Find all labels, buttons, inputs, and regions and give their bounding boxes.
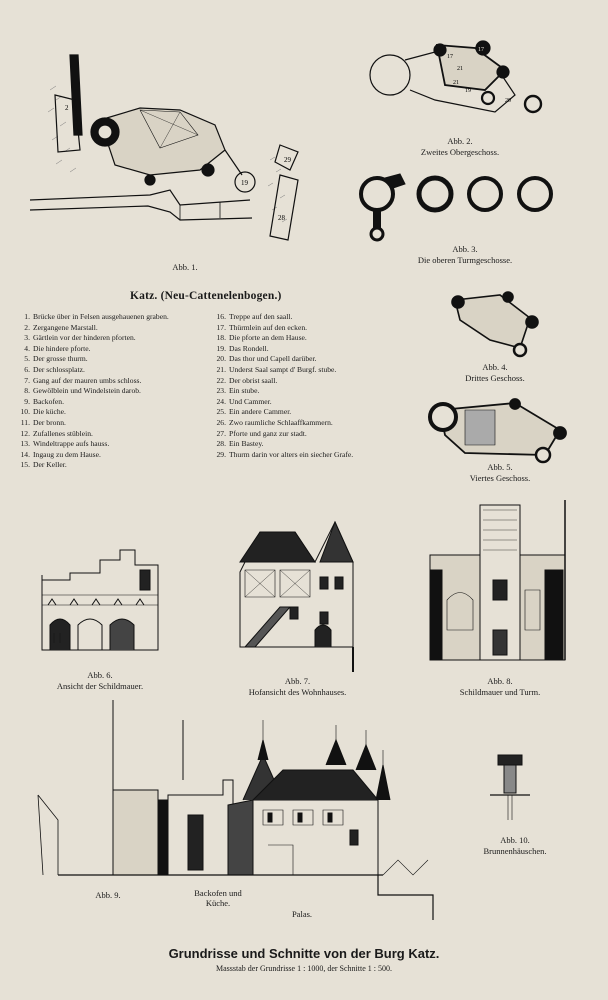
legend-item [210,397,353,408]
legend-item [210,418,353,429]
abb2-num-a: 17 [478,47,484,53]
legend-text: Thurm darin vor alters ein siecher Grafe. [229,449,354,459]
legend-item [210,344,353,355]
legend-text: Der bronn. [33,417,66,427]
abb1-label: Abb. 1. [172,262,198,272]
legend-text: Underst Saal sampt d' Burgf. stube. [229,364,337,374]
abb9-section [38,700,443,920]
abb6-elevation [40,545,160,655]
abb2-title: Zweites Obergeschoss. [420,147,500,157]
legend-number: 8. [24,386,30,396]
legend-item [210,450,353,461]
abb9-backofen-line1: Backofen und [194,888,242,898]
legend-text: Gang auf der mauren umbs schloss. [33,375,142,385]
legend-number: 21. [216,364,226,374]
legend-number: 9. [24,396,30,406]
abb1-caption [160,262,210,273]
plate-title: Katz. (Neu-Cattenelenbogen.) [130,290,282,302]
abb1-num-19: 19 [241,179,248,187]
legend-number: 7. [24,375,30,385]
legend-item [210,365,353,376]
abb10-caption [475,835,555,857]
legend-item [210,439,353,450]
legend-item [14,460,169,471]
legend-number: 13. [20,439,30,449]
legend-number: 29. [216,449,226,459]
abb2-num-e: 17 [447,54,453,60]
legend-text: Zergangene Marstall. [33,322,98,332]
legend-text: Zwo raumliche Schlaaffkammern. [229,417,333,427]
abb9-palas-label: Palas. [291,909,313,919]
abb1-num-2: 2 [65,104,69,112]
abb8-caption [430,676,570,698]
legend-item [210,312,353,323]
abb10-label: Abb. 10. [500,835,530,845]
abb4-floor-plan [450,290,550,360]
legend-number: 18. [216,333,226,343]
legend-number: 3. [24,333,30,343]
legend-number: 15. [20,460,30,470]
abb9-label: Abb. 9. [95,890,121,900]
legend-item [14,376,169,387]
legend-text: Zufallenes stüblein. [33,428,93,438]
legend-text: Ein andere Cammer. [229,407,292,417]
abb8-title: Schildmauer und Turm. [459,687,541,697]
legend-number: 6. [24,364,30,374]
legend-number: 25. [216,407,226,417]
abb1-num-28: 28 [278,214,285,222]
abb2-num-c: 19 [465,88,471,94]
legend-item [210,333,353,344]
legend-text: Der grosse thurm. [33,354,88,364]
legend-text: Der schlossplatz. [33,364,85,374]
legend-item [14,397,169,408]
abb7-label: Abb. 7. [284,676,311,686]
legend-number: 26. [216,417,226,427]
legend-text: Windeltrappe aufs hauss. [33,439,110,449]
legend-item [14,407,169,418]
legend-text: Gewölblein und Windelstein darob. [33,386,141,396]
legend-text: Der Keller. [33,460,67,470]
legend-text: Ein Bastey. [229,439,264,449]
legend-text: Das thor und Capell darüber. [229,354,317,364]
abb4-title: Drittes Geschoss. [465,373,525,383]
abb9-backofen-label [188,888,248,908]
abb2-num-b: 21 [457,66,463,72]
abb2-floor-plan [365,40,545,120]
legend-text: Die küche. [33,407,66,417]
legend-item [210,323,353,334]
abb7-courtyard-elevation [235,512,360,672]
legend-left [14,312,169,471]
legend-number: 27. [216,428,226,438]
abb7-caption [235,676,360,698]
legend-number: 20. [216,354,226,364]
legend-text: Backofen. [33,396,64,406]
legend-number: 1. [24,312,30,321]
legend-item [14,312,169,323]
abb6-caption [40,670,160,692]
plate-footer-title: Grundrisse und Schnitte von der Burg Katz. [168,946,440,961]
abb3-label: Abb. 3. [452,244,478,254]
legend-text: Ingaug zu dem Hause. [33,449,101,459]
legend-text: Brücke über in Felsen ausgehauenen graben. [33,312,169,321]
legend-item [14,333,169,344]
abb2-num-f: 21 [453,80,459,86]
abb1-site-plan [30,40,330,260]
legend-text: Die hindere pforte. [33,343,91,353]
legend-text: Treppe auf den saall. [229,312,293,321]
legend-item [14,450,169,461]
legend-item [210,376,353,387]
plate-scale-note: Massstab der Grundrisse 1 : 1000, der Schnitte 1 : 500. [216,964,392,973]
abb4-caption [440,362,550,384]
legend-text: Und Cammer. [229,396,272,406]
legend-number: 5. [24,354,30,364]
legend-number: 2. [24,322,30,332]
abb5-floor-plan [425,395,575,465]
legend-text: Ein stube. [229,386,260,396]
legend-right [210,312,353,460]
legend-item [14,439,169,450]
legend-text: Gärtlein vor der hinderen pforten. [33,333,136,343]
abb1-num-29: 29 [284,156,291,164]
legend-text: Thürmlein auf den ecken. [229,322,308,332]
legend-number: 28. [216,439,226,449]
legend-item [14,429,169,440]
legend-number: 23. [216,386,226,396]
legend-item [14,354,169,365]
legend-item [210,429,353,440]
legend-text: Die pforte an dem Hause. [229,333,307,343]
legend-item [210,407,353,418]
legend-number: 12. [20,428,30,438]
legend-number: 10. [20,407,30,417]
abb7-title: Hofansicht des Wohnhauses. [248,687,347,697]
legend-number: 24. [216,396,226,406]
abb3-tower-plans [355,168,555,248]
legend-text: Das Rondell. [229,343,269,353]
abb5-caption [445,462,555,484]
abb8-section [425,500,575,665]
abb10-well-house [490,755,530,820]
abb8-label: Abb. 8. [487,676,513,686]
legend-item [14,418,169,429]
legend-number: 4. [24,343,30,353]
abb3-caption [390,244,540,266]
legend-item [14,344,169,355]
legend-number: 17. [216,322,226,332]
abb9-backofen-line2: Küche. [205,898,231,908]
legend-number: 19. [216,343,226,353]
abb5-title: Viertes Geschoss. [469,473,531,483]
abb5-label: Abb. 5. [487,462,513,472]
legend-item [14,386,169,397]
legend-text: Pforte und ganz zur stadt. [229,428,307,438]
legend-number: 11. [20,417,30,427]
legend-number: 22. [216,375,226,385]
legend-item [210,386,353,397]
abb6-label: Abb. 6. [87,670,113,680]
abb2-caption [395,136,525,158]
abb6-title: Ansicht der Schildmauer. [56,681,144,691]
legend-number: 16. [216,312,226,321]
legend-item [210,354,353,365]
abb10-title: Brunnenhäuschen. [483,846,547,856]
abb2-label: Abb. 2. [447,136,473,146]
abb2-num-d: 20 [505,98,511,104]
legend-item [14,323,169,334]
legend-text: Der obrist saall. [229,375,278,385]
legend-number: 14. [20,449,30,459]
abb4-label: Abb. 4. [482,362,508,372]
abb3-title: Die oberen Turmgeschosse. [417,255,513,265]
legend-item [14,365,169,376]
